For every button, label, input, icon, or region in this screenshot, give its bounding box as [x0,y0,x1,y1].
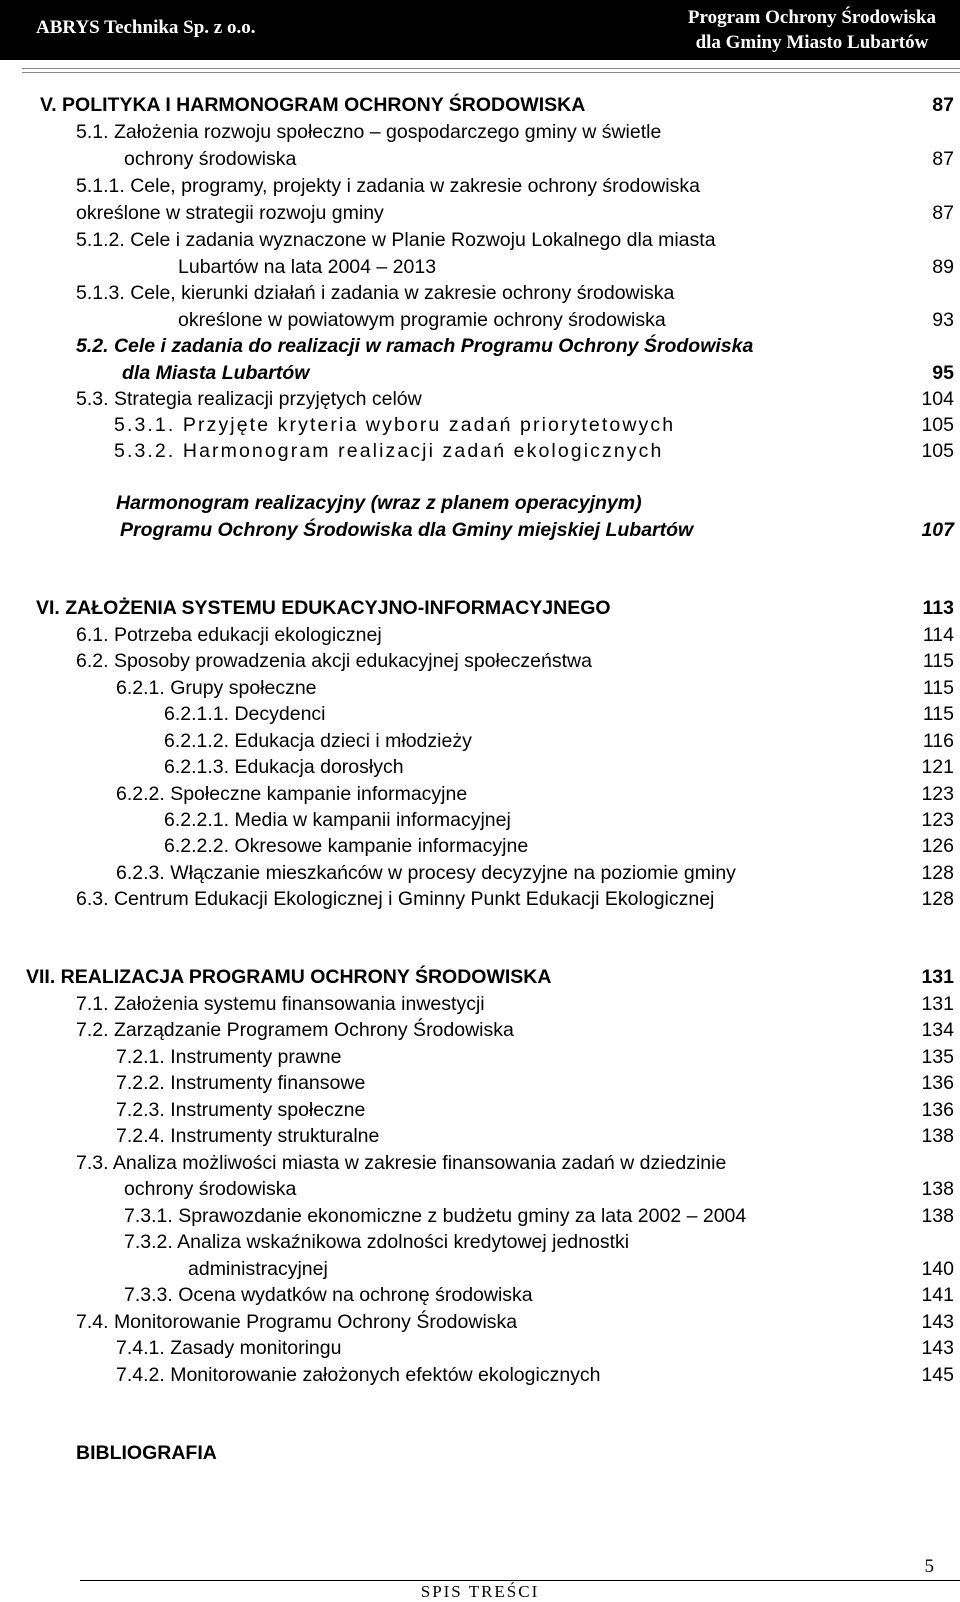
program-title-line2: dla Gminy Miasto Lubartów [695,32,929,53]
toc-entry-page: 131 [921,966,954,988]
company-name: ABRYS Technika Sp. z o.o. [36,17,256,38]
toc-entry-page: 105 [921,414,954,436]
toc-entry-text: 7.2.1. Instrumenty prawne [116,1046,342,1068]
toc-entry-text: określone w strategii rozwoju gminy [76,202,384,224]
toc-entry[interactable] [0,307,960,334]
toc-entry-text: 6.2.1. Grupy społeczne [116,677,317,699]
toc-entry-text: ochrony środowiska [124,1178,297,1200]
toc-entry-page: 136 [921,1072,954,1094]
toc-entry-page: 89 [932,256,954,278]
toc-entry-text: 6.2.1.3. Edukacja dorosłych [164,756,404,778]
toc-entry-page: 135 [921,1046,954,1068]
toc-entry[interactable] [0,119,960,146]
toc-entry-page: 140 [921,1258,954,1280]
toc-entry-page: 121 [921,756,954,778]
toc-entry-text: 5.1.2. Cele i zadania wyznaczone w Planie Rozwoju Lokalnego dla miasta [76,229,716,251]
toc-entry[interactable] [0,146,960,173]
toc-entry[interactable] [0,173,960,200]
toc-entry-page: 123 [921,809,954,831]
toc-entry[interactable] [0,701,960,728]
toc-entry-page: 115 [922,677,954,699]
toc-entry[interactable] [0,754,960,781]
toc-entry-page: 105 [921,440,954,462]
footer-section-title: SPIS TREŚCI [420,1582,540,1601]
toc-entry-text: administracyjnej [188,1258,328,1280]
toc-entry[interactable] [0,360,960,387]
toc-entry[interactable] [0,1203,960,1230]
toc-entry[interactable] [0,886,960,913]
toc-entry-page: 87 [932,94,954,116]
toc-entry-page: 114 [922,624,954,646]
toc-entry-page: 113 [922,597,954,619]
toc-entry-text: 6.2.3. Włączanie mieszkańców w procesy decyzyjne na poziomie gminy [116,862,736,884]
page-number: 5 [924,1556,934,1577]
toc-entry[interactable] [0,1362,960,1389]
toc-entry-text: BIBLIOGRAFIA [76,1442,217,1464]
toc-entry[interactable] [0,1229,960,1256]
toc-entry-text: 6.2.2.2. Okresowe kampanie informacyjne [164,835,529,857]
toc-entry-text: 7.3.1. Sprawozdanie ekonomiczne z budżetu gminy za lata 2002 – 2004 [124,1205,747,1227]
toc-entry[interactable] [0,1440,960,1467]
footer-rule [80,1580,960,1581]
toc-entry-text: 6.2.2.1. Media w kampanii informacyjnej [164,809,511,831]
toc-entry-page: 107 [921,519,954,541]
toc-entry[interactable] [0,1176,960,1203]
toc-entry[interactable] [0,438,960,465]
toc-entry[interactable] [0,254,960,281]
toc-entry-text: Lubartów na lata 2004 – 2013 [178,256,437,278]
toc-entry-text: 6.2.1.2. Edukacja dzieci i młodzieży [164,730,472,752]
toc-entry[interactable] [0,517,960,544]
header-rule-bottom [22,72,960,73]
toc-entry-page: 128 [921,862,954,884]
program-title [688,5,936,55]
toc-entry-page: 116 [922,730,954,752]
toc-entry-text: 6.2. Sposoby prowadzenia akcji edukacyjnej społeczeństwa [76,650,592,672]
toc-entry[interactable] [0,1256,960,1283]
toc-entry-text: Harmonogram realizacyjny (wraz z planem operacyjnym) [116,492,642,514]
toc-entry[interactable] [0,412,960,439]
toc-entry-text: V. POLITYKA I HARMONOGRAM OCHRONY ŚRODOWISKA [40,94,586,116]
toc-entry-page: 138 [921,1178,954,1200]
toc-entry-text: 7.3.3. Ocena wydatków na ochronę środowiska [124,1284,533,1306]
toc-entry-page: 134 [921,1019,954,1041]
toc-entry-page: 131 [921,993,954,1015]
toc-entry[interactable] [0,781,960,808]
toc-entry-page: 115 [922,650,954,672]
toc-entry-page: 126 [921,835,954,857]
toc-entry-page: 136 [921,1099,954,1121]
toc-entry[interactable] [0,991,960,1018]
toc-entry-text: 5.3.2. Harmonogram realizacji zadań ekologicznych [114,440,664,462]
toc-entry-text: 5.1.3. Cele, kierunki działań i zadania w zakresie ochrony środowiska [76,282,675,304]
page-header [0,0,960,60]
toc-entry[interactable] [0,728,960,755]
toc-entry[interactable] [0,833,960,860]
toc-entry[interactable] [0,92,960,119]
toc-entry-page: 93 [932,309,954,331]
toc-entry[interactable] [0,622,960,649]
toc-entry-text: 7.2.2. Instrumenty finansowe [116,1072,366,1094]
toc-entry[interactable] [0,1044,960,1071]
toc-entry-text: 7.4. Monitorowanie Programu Ochrony Środowiska [76,1311,518,1333]
toc-entry[interactable] [0,964,960,991]
toc-entry[interactable] [0,1070,960,1097]
toc-entry-text: 7.1. Założenia systemu finansowania inwestycji [76,993,485,1015]
toc-entry-page: 87 [932,148,954,170]
toc-entry[interactable] [0,227,960,254]
toc-entry-text: 7.4.1. Zasady monitoringu [116,1337,342,1359]
toc-entry-text: 5.2. Cele i zadania do realizacji w ramach Programu Ochrony Środowiska [76,335,754,357]
toc-entry[interactable] [0,1282,960,1309]
header-rule-top [22,68,960,69]
toc-entry-text: dla Miasta Lubartów [122,362,310,384]
toc-entry-page: 95 [932,362,954,384]
toc-entry[interactable] [0,200,960,227]
toc-entry-text: ochrony środowiska [124,148,297,170]
toc-entry-text: Programu Ochrony Środowiska dla Gminy miejskiej Lubartów [120,519,694,541]
toc-entry[interactable] [0,1150,960,1177]
toc-entry[interactable] [0,386,960,413]
program-title-line1: Program Ochrony Środowiska [687,7,936,28]
toc-entry-page: 145 [921,1364,954,1386]
toc-entry-text: określone w powiatowym programie ochrony środowiska [178,309,666,331]
toc-entry-text: 7.4.2. Monitorowanie założonych efektów ekologicznych [116,1364,601,1386]
toc-entry[interactable] [0,807,960,834]
toc-entry[interactable] [0,1335,960,1362]
toc-entry[interactable] [0,280,960,307]
toc-entry-text: 6.3. Centrum Edukacji Ekologicznej i Gminny Punkt Edukacji Ekologicznej [76,888,715,910]
toc-entry-text: 6.2.2. Społeczne kampanie informacyjne [116,783,468,805]
toc-entry[interactable] [0,1017,960,1044]
toc-entry-page: 141 [921,1284,954,1306]
toc-entry-page: 138 [921,1125,954,1147]
toc-entry-page: 128 [921,888,954,910]
toc-entry[interactable] [0,1309,960,1336]
toc-entry[interactable] [0,1123,960,1150]
toc-entry-text: VI. ZAŁOŻENIA SYSTEMU EDUKACYJNO-INFORMACYJNEGO [36,597,611,619]
toc-entry-text: 7.3.2. Analiza wskaźnikowa zdolności kredytowej jednostki [124,1231,630,1253]
toc-entry[interactable] [0,1097,960,1124]
toc-entry-page: 123 [921,783,954,805]
toc-entry-page: 115 [922,703,954,725]
toc-entry-text: 7.2. Zarządzanie Programem Ochrony Środowiska [76,1019,514,1041]
toc-entry-page: 143 [921,1311,954,1333]
toc-entry[interactable] [0,595,960,622]
toc-entry-text: 6.2.1.1. Decydenci [164,703,326,725]
toc-entry-text: 7.3. Analiza możliwości miasta w zakresie finansowania zadań w dziedzinie [76,1152,727,1174]
toc-entry-text: 7.2.3. Instrumenty społeczne [116,1099,366,1121]
toc-entry-text: 7.2.4. Instrumenty strukturalne [116,1125,380,1147]
toc-entry-page: 104 [921,388,954,410]
toc-entry-text: VII. REALIZACJA PROGRAMU OCHRONY ŚRODOWISKA [26,966,552,988]
toc-entry-text: 5.3.1. Przyjęte kryteria wyboru zadań priorytetowych [114,414,676,436]
toc-entry-page: 143 [921,1337,954,1359]
toc-entry[interactable] [0,860,960,887]
toc-entry-text: 5.1. Założenia rozwoju społeczno – gospodarczego gminy w świetle [76,121,662,143]
toc-entry[interactable] [0,675,960,702]
toc-entry[interactable] [0,648,960,675]
toc-entry-text: 6.1. Potrzeba edukacji ekologicznej [76,624,382,646]
toc-entry[interactable] [0,333,960,360]
toc-entry-page: 138 [921,1205,954,1227]
toc-entry-text: 5.3. Strategia realizacji przyjętych celów [76,388,422,410]
toc-entry-page: 87 [932,202,954,224]
toc-entry-text: 5.1.1. Cele, programy, projekty i zadania w zakresie ochrony środowiska [76,175,700,197]
toc-entry[interactable] [0,490,960,517]
